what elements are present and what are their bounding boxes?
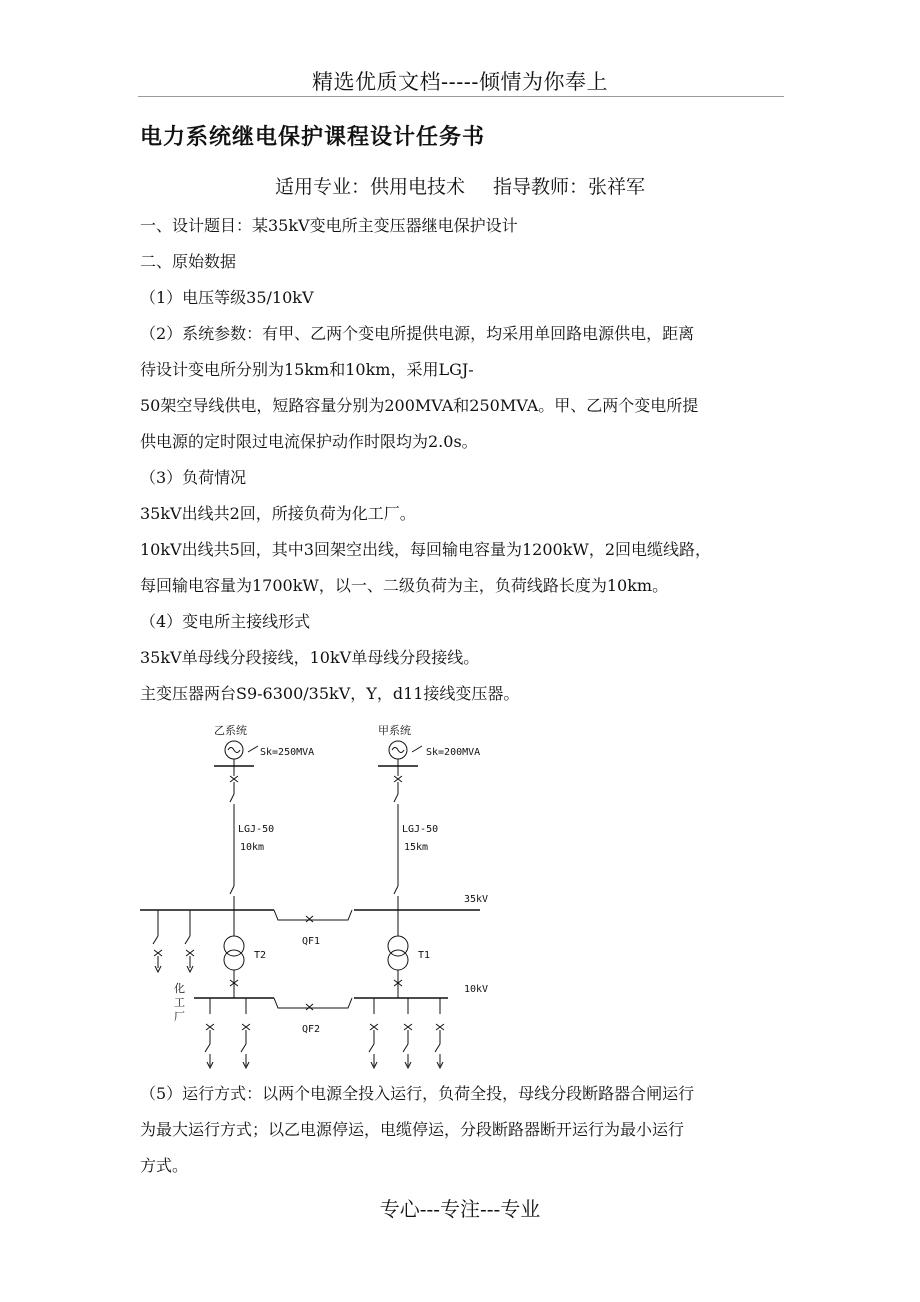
load-label-char-1: 化 — [174, 982, 185, 995]
paragraph-line: 二、原始数据 — [140, 252, 237, 271]
lv-bus-label: 10kV — [464, 984, 489, 995]
load-label-char-3: 厂 — [174, 1010, 185, 1023]
right-generator-wave-icon — [392, 748, 404, 753]
paragraph-line: （5）运行方式：以两个电源全投入运行，负荷全投，母线分段断路器合闸运行 — [140, 1084, 695, 1103]
paragraph-line: 一、设计题目：某35kV变电所主变压器继电保护设计 — [140, 216, 518, 235]
hv-bus-coupler — [274, 910, 352, 920]
left-source-name: 乙系统 — [214, 724, 247, 737]
paragraph-line: 35kV出线共2回，所接负荷为化工厂。 — [140, 504, 416, 523]
right-line-type: LGJ-50 — [402, 824, 439, 835]
paragraph-line: 待设计变电所分别为15km和10km，采用LGJ- — [140, 360, 474, 379]
paragraph-line: 50架空导线供电，短路容量分别为200MVA和250MVA。甲、乙两个变电所提 — [140, 396, 699, 415]
hv-feeder-1-breaker-icon — [154, 950, 162, 956]
page-footer: 专心---专注---专业 — [379, 1197, 541, 1221]
qf1-label: QF1 — [302, 936, 321, 947]
left-line-length: 10km — [240, 842, 265, 853]
body-text-after-diagram — [140, 1080, 785, 1188]
hv-bus-label: 35kV — [464, 894, 489, 905]
left-generator-wave-icon — [228, 748, 240, 753]
paragraph-line: 10kV出线共5回，其中3回架空出线，每回输电容量为1200kW，2回电缆线路， — [140, 540, 712, 559]
t1-label: T1 — [418, 950, 431, 961]
hv-feeder-1-switch-icon — [153, 936, 158, 944]
lv-feeder-2 — [241, 998, 250, 1068]
right-lower-disconnector-icon — [394, 886, 398, 894]
paragraph-line: （1）电压等级35/10kV — [140, 288, 314, 307]
left-line-type: LGJ-50 — [238, 824, 275, 835]
lv-bus-coupler — [274, 998, 352, 1008]
document-subtitle — [0, 172, 920, 199]
paragraph-line: 每回输电容量为1700kW，以一、二级负荷为主，负荷线路长度为10km。 — [140, 576, 669, 595]
paragraph-line: 主变压器两台S9-6300/35kV，Y，d11接线变压器。 — [140, 684, 520, 703]
paragraph-line: （4）变电所主接线形式 — [140, 612, 311, 631]
qf2-breaker-icon — [306, 1004, 313, 1010]
qf2-label: QF2 — [302, 1024, 321, 1035]
page-header: 精选优质文档-----倾情为你奉上 — [312, 70, 608, 94]
wiring-diagram-svg — [140, 714, 489, 1074]
document-title: 电力系统继电保护课程设计任务书 — [140, 125, 486, 150]
lv-feeder-1 — [205, 998, 214, 1068]
body-text — [140, 212, 785, 716]
left-lower-disconnector-icon — [230, 886, 234, 894]
paragraph-line: （2）系统参数：有甲、乙两个变电所提供电源，均采用单回路电源供电，距离 — [140, 324, 695, 343]
qf1-breaker-icon — [306, 916, 313, 922]
paragraph-line: 35kV单母线分段接线，10kV单母线分段接线。 — [140, 648, 480, 667]
hv-feeder-2-switch-icon — [185, 936, 190, 944]
lv-feeder-3 — [369, 998, 378, 1068]
right-disconnector-icon — [394, 794, 398, 802]
left-disconnector-icon — [230, 794, 234, 802]
t2-label: T2 — [254, 950, 267, 961]
t1-secondary-winding-icon — [388, 950, 408, 970]
hv-feeder-2-breaker-icon — [186, 950, 194, 956]
right-source-breaker-icon — [394, 776, 402, 782]
paragraph-line: 方式。 — [140, 1156, 189, 1175]
left-sk-arrow-icon — [248, 746, 258, 752]
paragraph-line: （3）负荷情况 — [140, 468, 247, 487]
single-line-diagram — [140, 714, 489, 1074]
left-source-capacity: Sk=250MVA — [260, 747, 315, 758]
right-source-name: 甲系统 — [378, 724, 411, 737]
lv-feeder-4 — [403, 998, 412, 1068]
right-source-capacity: Sk=200MVA — [426, 747, 481, 758]
left-source-breaker-icon — [230, 776, 238, 782]
right-line-length: 15km — [404, 842, 429, 853]
right-sk-arrow-icon — [412, 746, 422, 752]
lv-feeder-5 — [435, 998, 444, 1068]
paragraph-line: 供电源的定时限过电流保护动作时限均为2.0s。 — [140, 432, 478, 451]
load-label-char-2: 工 — [174, 996, 185, 1009]
header-divider — [138, 96, 784, 97]
applicable-major: 适用专业：供用电技术 — [274, 176, 465, 198]
t2-secondary-winding-icon — [224, 950, 244, 970]
instructor: 指导教师：张祥军 — [493, 176, 646, 198]
paragraph-line: 为最大运行方式；以乙电源停运，电缆停运，分段断路器断开运行为最小运行 — [140, 1120, 685, 1139]
